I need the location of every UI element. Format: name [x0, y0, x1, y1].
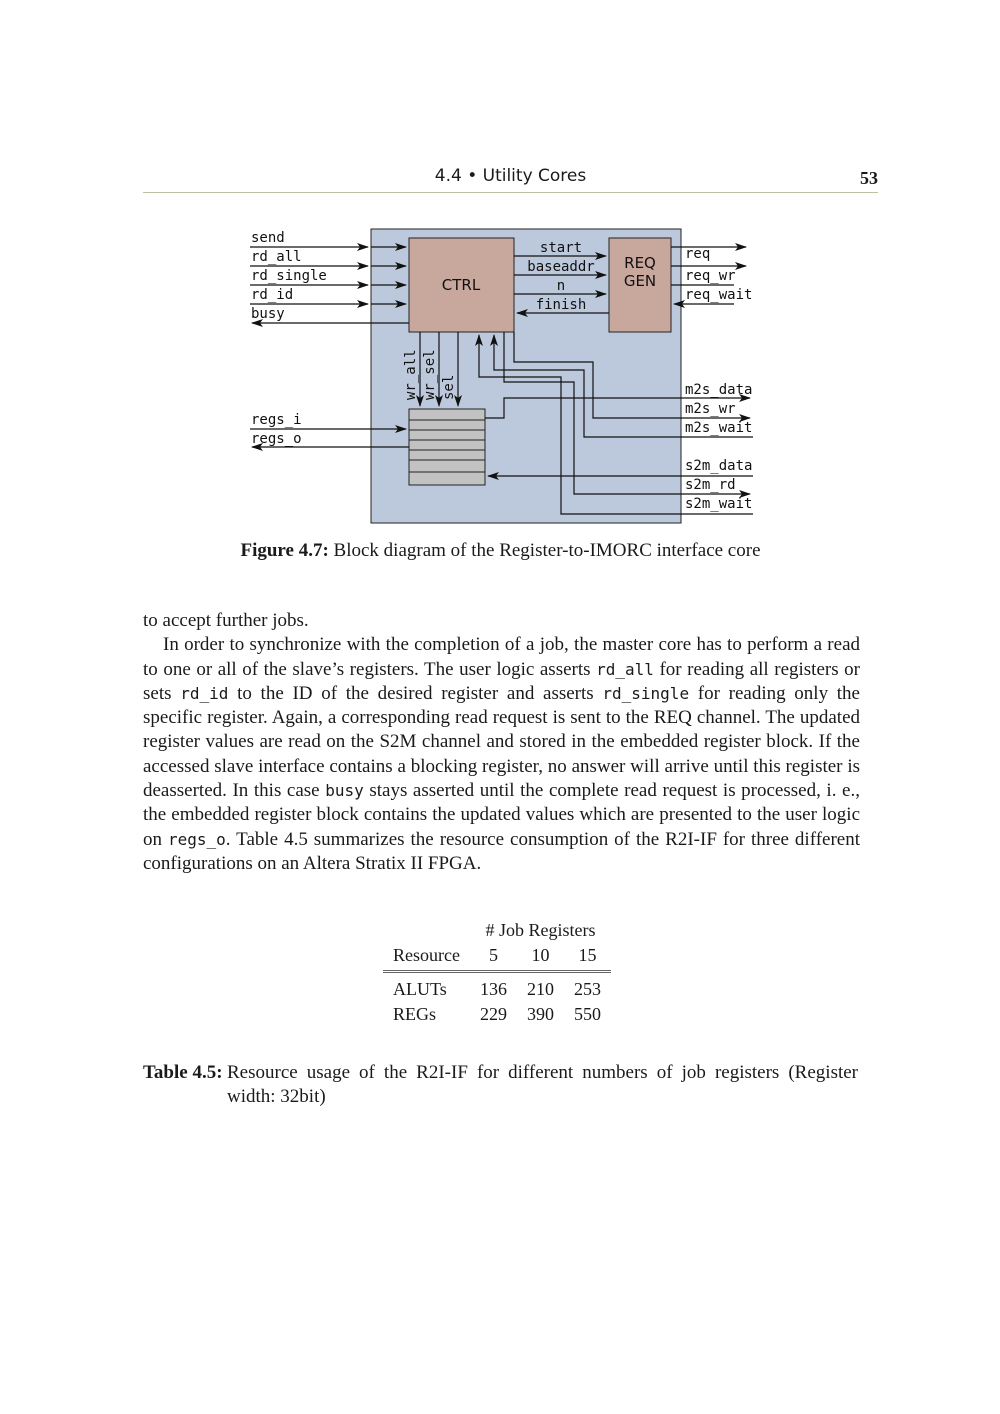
signal-rd-single: rd_single [251, 268, 327, 284]
paragraph-1: to accept further jobs. [143, 610, 309, 631]
figure-label: Figure 4.7: [240, 540, 329, 561]
table-label: Table 4.5: [143, 1062, 223, 1083]
running-title: 4.4 • Utility Cores [434, 166, 587, 186]
page-header [143, 164, 878, 193]
text-run: to the ID of the desired register and asserts [228, 682, 603, 704]
inline-code: regs_o [167, 829, 226, 849]
table-cell: 390 [526, 1004, 554, 1024]
text-run: for reading all registers or sets [143, 658, 860, 704]
table-cell: 253 [573, 979, 601, 999]
signal-req-wr: req_wr [685, 268, 736, 284]
signal-m2s-data: m2s_data [685, 382, 753, 398]
signal-s2m-rd: s2m_rd [685, 477, 736, 493]
signal-regs-i: regs_i [251, 412, 302, 428]
ctrl-label: CTRL [441, 276, 481, 294]
signal-send: send [251, 230, 285, 246]
text-run: stays asserted until the complete read request is processed, i. e., the embedded register block contains the updated values which are presented to the user logic on [143, 780, 860, 850]
req-gen-label-1: REQ [624, 254, 656, 272]
signal-busy: busy [251, 306, 285, 322]
figure-caption [143, 540, 858, 562]
table-caption [143, 1061, 858, 1109]
table-cell: REGs [393, 1004, 437, 1024]
signal-s2m-wait: s2m_wait [685, 496, 753, 512]
table-col-resource: Resource [383, 943, 470, 972]
text-run: . Table 4.5 summarizes the resource consumption of the R2I-IF for three different configurations on an Altera Stratix II FPGA. [143, 828, 860, 874]
body-text [143, 609, 860, 876]
table-cell: 210 [526, 979, 554, 999]
text-run: for reading only the specific register. Again, a corresponding read request is sent to the REQ channel. The updated register values are read on the S2M channel and stored in the embedded register block. If the accessed slave interface contains a blocking register, no answer will arrive until this register is deasserted. In this case [143, 682, 860, 802]
table-col-10: 10 [517, 943, 564, 972]
signal-m2s-wr: m2s_wr [685, 401, 736, 417]
req-gen-label-2: GEN [623, 272, 657, 290]
signal-rd-all: rd_all [251, 249, 302, 265]
table-row [383, 1002, 611, 1027]
inline-code: rd_single [602, 683, 690, 703]
table-cell: 136 [479, 979, 507, 999]
signal-regs-o: regs_o [251, 431, 302, 447]
signal-baseaddr: baseaddr [527, 259, 595, 275]
inline-code: rd_id [180, 683, 229, 703]
inline-code: rd_all [596, 659, 654, 679]
table-row [383, 972, 611, 1003]
table-cell: ALUTs [393, 979, 447, 999]
table-col-15: 15 [564, 943, 611, 972]
figure-caption-text: Block diagram of the Register-to-IMORC interface core [333, 540, 761, 561]
table-group-header: # Job Registers [485, 920, 596, 940]
signal-req-wait: req_wait [685, 287, 753, 303]
resource-table [383, 918, 611, 1027]
signal-start: start [539, 240, 583, 256]
signal-sel: sel [441, 374, 457, 400]
table-caption-text: Resource usage of the R2I-IF for different numbers of job registers (Register width: 32bit) [227, 1062, 858, 1107]
inline-code: busy [325, 781, 364, 801]
signal-n: n [556, 278, 566, 294]
page-number: 53 [860, 168, 878, 188]
signal-finish: finish [535, 297, 587, 313]
signal-wr-sel: wr_sel [422, 349, 438, 400]
block-diagram [238, 222, 768, 532]
table-cell: 550 [573, 1004, 601, 1024]
register-block [409, 409, 485, 485]
paragraph-2 [143, 633, 860, 876]
signal-s2m-data: s2m_data [685, 458, 753, 474]
text-run: In order to synchronize with the completion of a job, the master core has to perform a read to one or all of the slave’s registers. The user logic asserts [143, 634, 860, 680]
table-cell: 229 [479, 1004, 507, 1024]
table-col-5: 5 [470, 943, 517, 972]
signal-req: req [685, 246, 711, 262]
signal-rd-id: rd_id [251, 287, 294, 303]
signal-wr-all: wr_all [403, 349, 419, 400]
signal-m2s-wait: m2s_wait [685, 420, 753, 436]
